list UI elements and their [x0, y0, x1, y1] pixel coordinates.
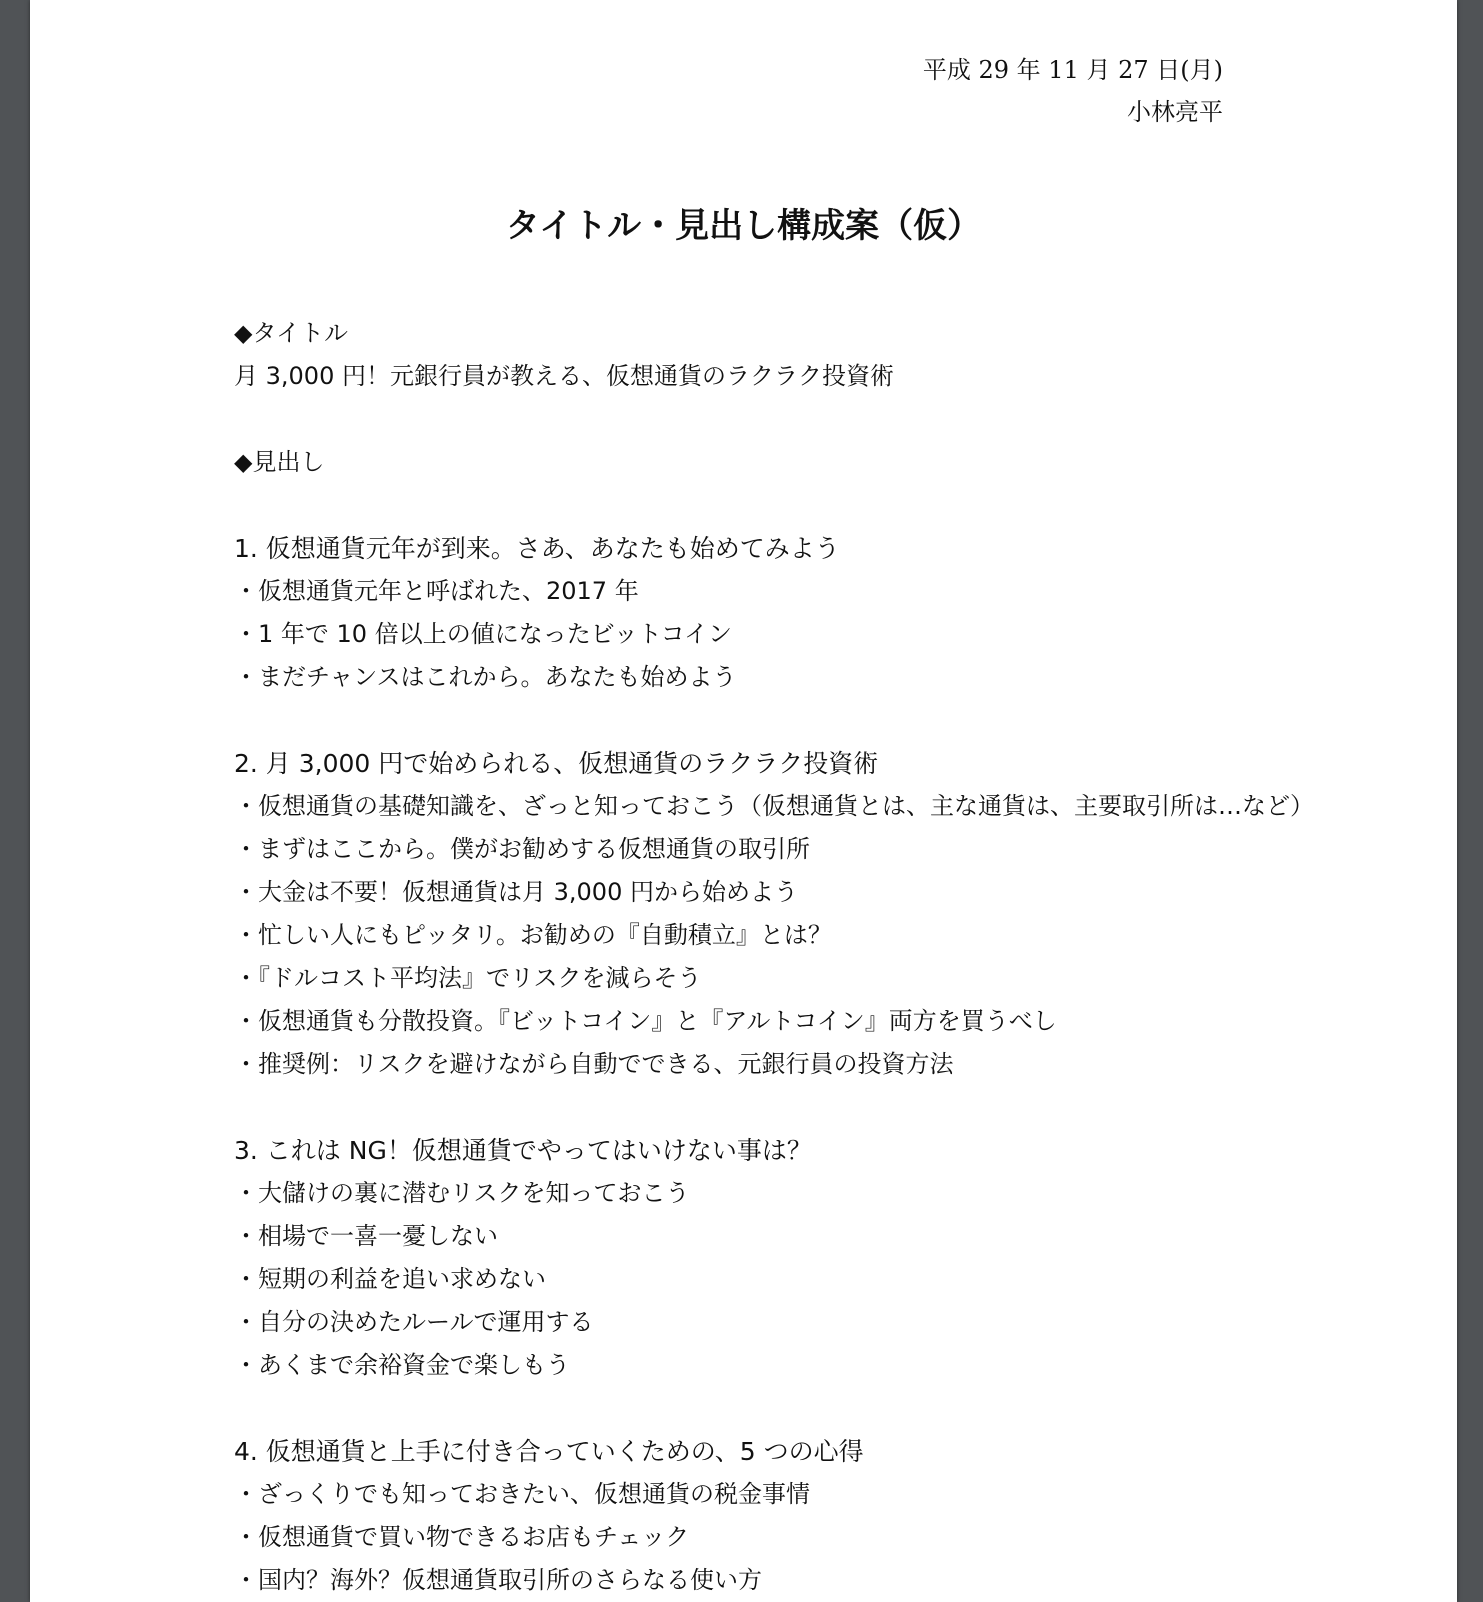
section-4 — [234, 1430, 1284, 1602]
title-section-label: ◆タイトル — [234, 319, 348, 347]
section-heading: 4. 仮想通貨と上手に付き合っていくための、5 つの心得 — [234, 1437, 864, 1466]
document-page — [30, 0, 1457, 1602]
list-item: ・仮想通貨で買い物できるお店もチェック — [234, 1523, 690, 1551]
list-item: ・仮想通貨も分散投資。『ビットコイン』と『アルトコイン』両方を買うべし — [234, 1007, 1057, 1035]
section-1 — [234, 527, 1284, 699]
list-item: ・仮想通貨元年と呼ばれた、2017 年 — [234, 577, 639, 605]
list-item: ・忙しい人にもピッタリ。お勧めの『自動積立』とは？ — [234, 921, 832, 949]
list-item: ・推奨例：リスクを避けながら自動でできる、元銀行員の投資方法 — [234, 1050, 954, 1078]
document-title: タイトル・見出し構成案（仮） — [505, 206, 982, 246]
section-heading: 3. これは NG！仮想通貨でやってはいけない事は？ — [234, 1136, 812, 1165]
list-item: ・仮想通貨の基礎知識を、ざっと知っておこう（仮想通貨とは、主な通貨は、主要取引所は…など） — [234, 792, 1314, 820]
list-item: ・国内？海外？仮想通貨取引所のさらなる使い方 — [234, 1566, 762, 1594]
list-item: ・ざっくりでも知っておきたい、仮想通貨の税金事情 — [234, 1480, 810, 1508]
list-item: ・1 年で 10 倍以上の値になったビットコイン — [234, 620, 733, 648]
document-author: 小林亮平 — [1127, 98, 1223, 126]
list-item: ・大儲けの裏に潜むリスクを知っておこう — [234, 1179, 690, 1207]
list-item: ・自分の決めたルールで運用する — [234, 1308, 594, 1336]
section-3 — [234, 1129, 1284, 1387]
title-section-text: 月 3,000 円！元銀行員が教える、仮想通貨のラクラク投資術 — [234, 362, 894, 390]
headings-label: ◆見出し — [234, 448, 325, 476]
section-heading: 2. 月 3,000 円で始められる、仮想通貨のラクラク投資術 — [234, 749, 879, 778]
list-item: ・『ドルコスト平均法』でリスクを減らそう — [234, 964, 702, 992]
list-item: ・短期の利益を追い求めない — [234, 1265, 546, 1293]
document-date: 平成 29 年 11 月 27 日(月) — [922, 56, 1223, 84]
list-item: ・大金は不要！仮想通貨は月 3,000 円から始めよう — [234, 878, 798, 906]
section-heading: 1. 仮想通貨元年が到来。さあ、あなたも始めてみよう — [234, 534, 840, 563]
document-body — [234, 312, 1314, 1602]
section-2 — [234, 742, 1314, 1086]
list-item: ・相場で一喜一憂しない — [234, 1222, 498, 1250]
list-item: ・まずはここから。僕がお勧めする仮想通貨の取引所 — [234, 835, 810, 863]
list-item: ・まだチャンスはこれから。あなたも始めよう — [234, 663, 737, 691]
list-item: ・あくまで余裕資金で楽しもう — [234, 1351, 570, 1379]
